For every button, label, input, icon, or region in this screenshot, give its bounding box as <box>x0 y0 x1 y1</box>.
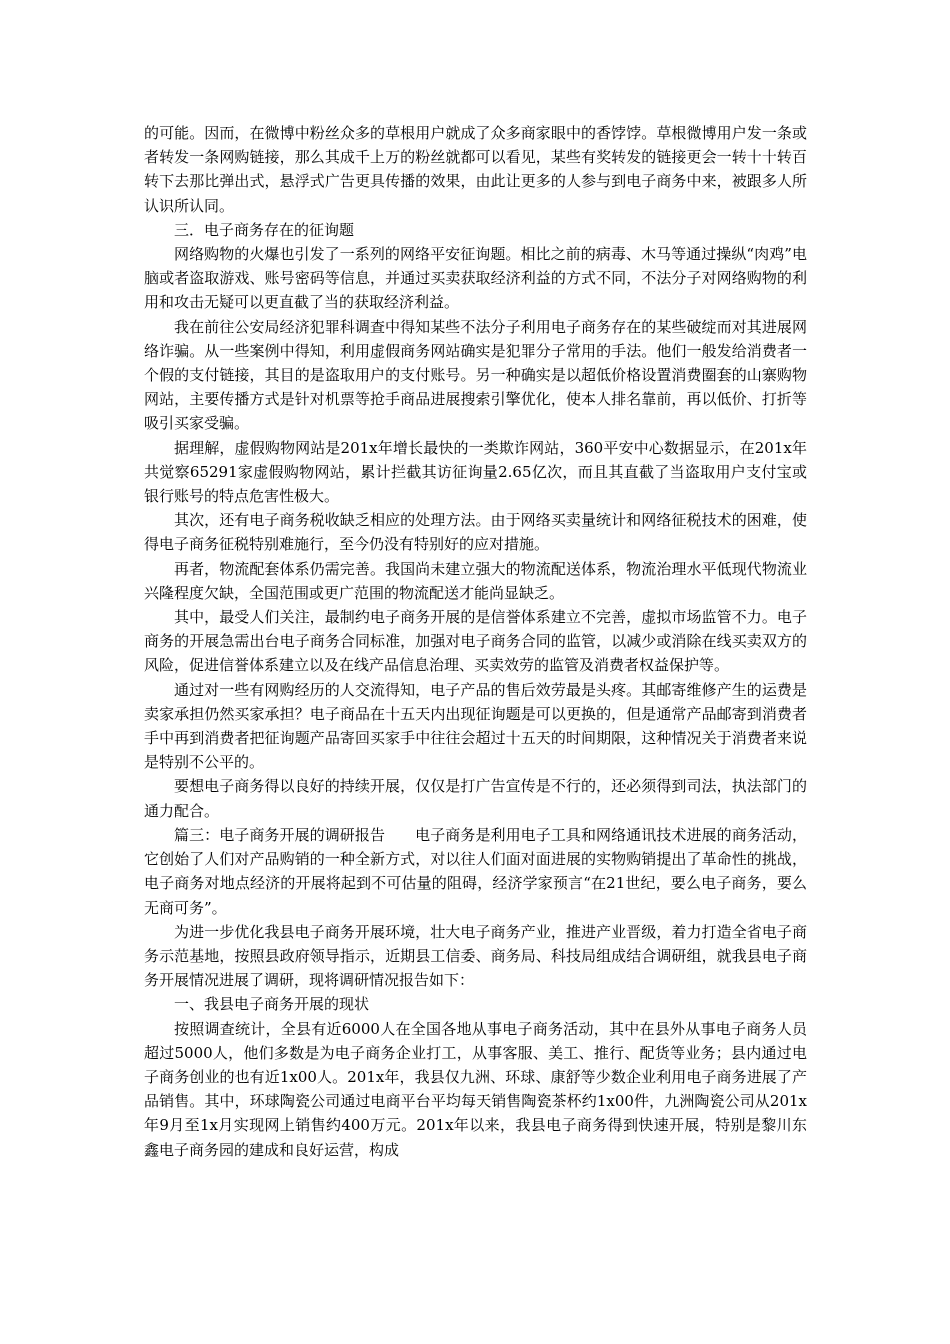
paragraph-after-sales: 通过对一些有网购经历的人交流得知，电子产品的售后效劳最是头疼。其邮寄维修产生的运费是卖家承担仍然买家承担？电子商品在十五天内出现征询题是可以更换的，但是通常产品邮寄到消费者手中再到消费者把征询题产品寄回买家手中往往会超过十五天的时间期限，这种情况关于消费者来说是特别不公平的。 <box>144 680 807 772</box>
paragraph-taxation: 其次，还有电子商务税收缺乏相应的处理方法。由于网络买卖量统计和网络征税技术的困难，使得电子商务征税特别难施行，至今仍没有特别好的应对措施。 <box>144 511 807 554</box>
paragraph-network-security: 网络购物的火爆也引发了一系列的网络平安征询题。相比之前的病毒、木马等通过操纵“肉鸡”电脑或者盗取游戏、账号密码等信息，并通过买卖获取经济利益的方式不同，不法分子对网络购物的利用和攻击无疑可以更直截了当的获取经济利益。 <box>144 245 807 312</box>
paragraph-weibo-continuation: 的可能。因而，在微博中粉丝众多的草根用户就成了众多商家眼中的香饽饽。草根微博用户发一条或者转发一条网购链接，那么其成千上万的粉丝就都可以看见，某些有奖转发的链接更会一转十十转百转下去那比弹出式，悬浮式广告更具传播的效果，由此让更多的人参与到电子商务中来，被跟多人所认识所认同。 <box>144 124 807 215</box>
paragraph-judicial-cooperation: 要想电子商务得以良好的持续开展，仅仅是打广告宣传是不行的，还必须得到司法，执法部门的通力配合。 <box>144 777 807 820</box>
paragraph-credit-system: 其中，最受人们关注，最制约电子商务开展的是信誉体系建立不完善，虚拟市场监管不力。电子商务的开展急需出台电子商务合同标准，加强对电子商务合同的监管，以减少或消除在线买卖双方的风险，促进信誉体系建立以及在线产品信息治理、买卖效劳的监管及消费者权益保护等。 <box>144 608 807 675</box>
document-page <box>144 121 807 1162</box>
section-heading-current-status: 一、我县电子商务开展的现状 <box>174 995 370 1014</box>
paragraph-research-purpose: 为进一步优化我县电子商务开展环境，壮大电子商务产业，推进产业晋级，着力打造全省电子商务示范基地，按照县政府领导指示，近期县工信委、商务局、科技局组成结合调研组，就我县电子商务开展情况进展了调研，现将调研情况报告如下： <box>144 922 807 990</box>
paragraph-logistics: 再者，物流配套体系仍需完善。我国尚未建立强大的物流配送体系，物流治理水平低现代物流业兴隆程度欠缺，全国范围或更广范围的物流配送才能尚显缺乏。 <box>144 559 807 602</box>
section-heading-problems: 三．电子商务存在的征询题 <box>174 220 355 239</box>
paragraph-survey-statistics: 按照调查统计，全县有近6000人在全国各地从事电子商务活动，其中在县外从事电子商务人员超过5000人，他们多数是为电子商务企业打工，从事客服、美工、推行、配货等业务；县内通过电子商务创业的也有近1x00人。201x年，我县仅九洲、环球、康舒等少数企业利用电子商务进展了产品销售。其中，环球陶瓷公司通过电商平台平均每天销售陶瓷茶杯约1x00件，九洲陶瓷公司从201x年9月至1x月实现网上销售约400万元。201x年以来，我县电子商务得到快速开展，特别是黎川东鑫电子商务园的建成和良好运营，构成 <box>144 1019 807 1159</box>
paragraph-fake-shopping-sites: 据理解，虚假购物网站是201x年增长最快的一类欺诈网站，360平安中心数据显示，在201x年共觉察65291家虚假购物网站，累计拦截其访征询量2.65亿次，而且其直截了当盗取用户支付宝或银行账号的特点危害性极大。 <box>144 438 807 506</box>
paragraph-police-investigation: 我在前往公安局经济犯罪科调查中得知某些不法分子利用电子商务存在的某些破绽而对其进展网络诈骗。从一些案例中得知，利用虚假商务网站确实是犯罪分子常用的手法。他们一般发给消费者一个假的支付链接，其目的是盗取用户的支付账号。另一种确实是以超低价格设置消费圈套的山寨购物网站，主要传播方式是针对机票等抢手商品进展搜索引擎优化，使本人排名靠前，再以低价、打折等吸引买家受骗。 <box>144 317 807 433</box>
paragraph-article-three-intro: 篇三：电子商务开展的调研报告 电子商务是利用电子工具和网络通讯技术进展的商务活动，它创始了人们对产品购销的一种全新方式，对以往人们面对面进展的实物购销提出了革命性的挑战，电子商务对地点经济的开展将起到不可估量的阻碍，经济学家预言“在21世纪，要么电子商务，要么无商可务”。 <box>144 825 807 917</box>
